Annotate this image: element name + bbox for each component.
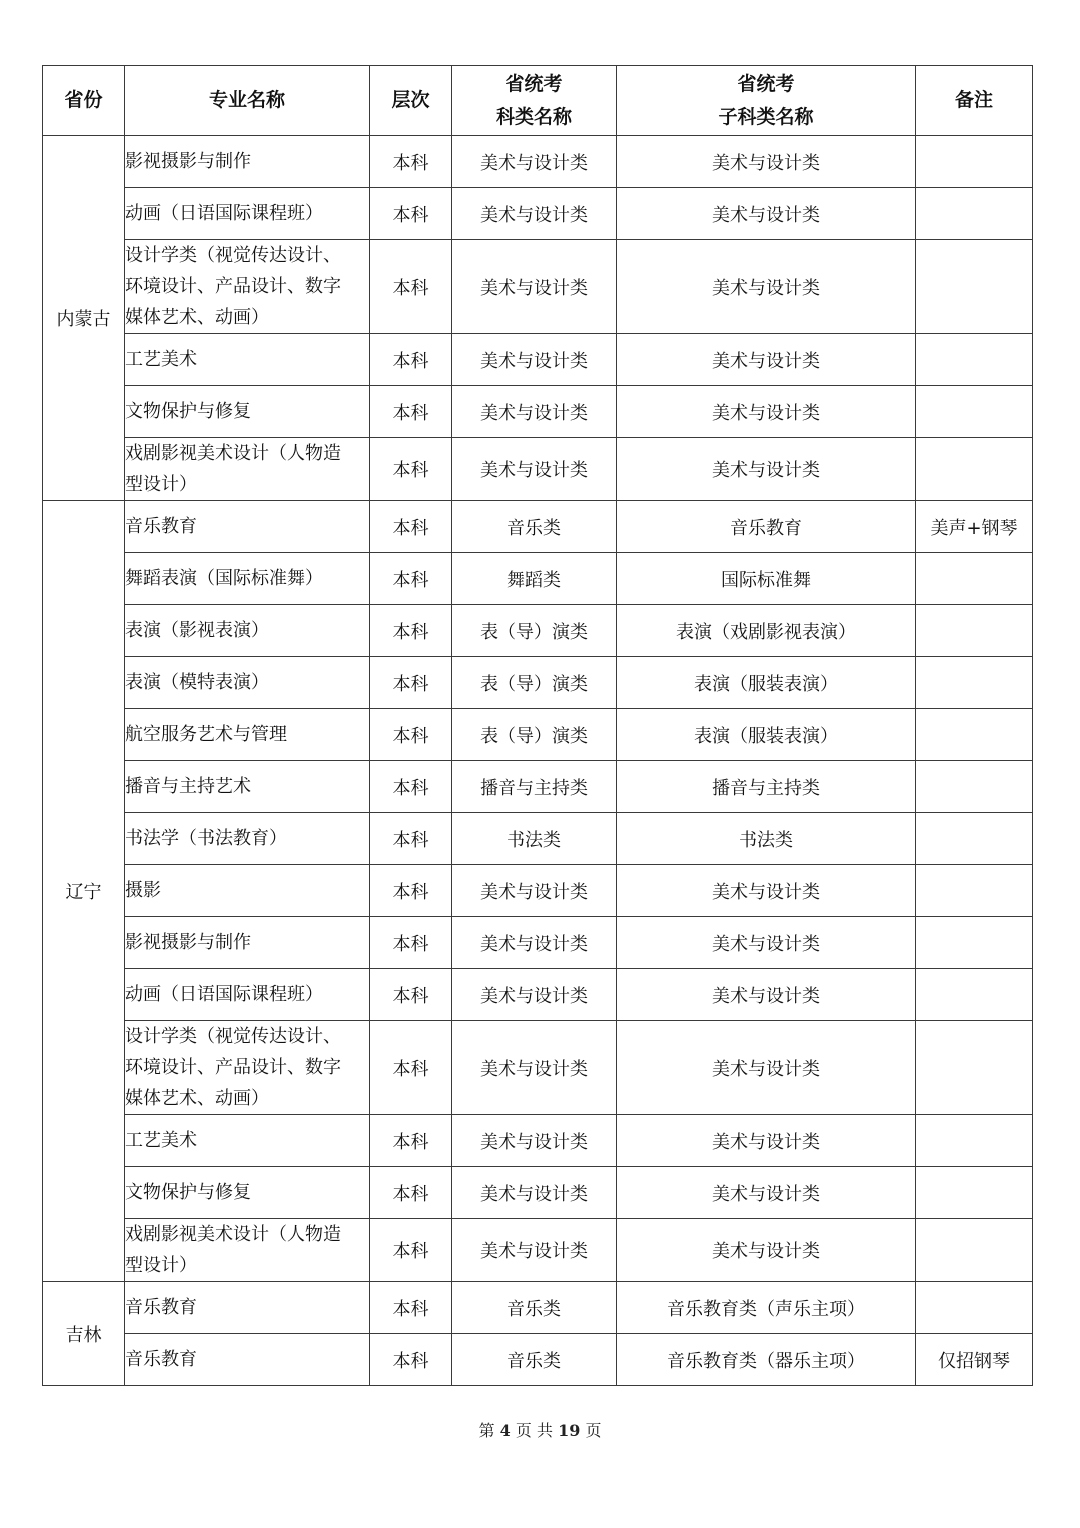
major-name-cell <box>125 969 370 1021</box>
subcategory-cell: 表演（服装表演） <box>617 709 916 761</box>
major-name-line: 工艺美术 <box>125 1130 197 1151</box>
footer-middle: 页 共 <box>515 1421 553 1440</box>
major-name-line: 摄影 <box>125 880 161 901</box>
header-text: 专业名称 <box>208 89 285 111</box>
header-text: 层次 <box>391 89 430 111</box>
table-row <box>43 969 1033 1021</box>
table-row <box>43 605 1033 657</box>
level-cell: 本科 <box>370 188 452 240</box>
admission-table <box>42 65 1033 1386</box>
major-name-line: 音乐教育 <box>125 1349 197 1370</box>
category-cell: 美术与设计类 <box>452 917 617 969</box>
major-name-line: 媒体艺术、动画） <box>125 307 269 328</box>
major-name-cell <box>125 865 370 917</box>
table-row <box>43 657 1033 709</box>
table-row <box>43 865 1033 917</box>
level-cell: 本科 <box>370 605 452 657</box>
subcategory-cell: 美术与设计类 <box>617 1115 916 1167</box>
header-cell <box>125 66 370 136</box>
table-row <box>43 1282 1033 1334</box>
subcategory-cell: 美术与设计类 <box>617 136 916 188</box>
note-cell <box>916 917 1033 969</box>
table-row <box>43 709 1033 761</box>
major-name-line: 环境设计、产品设计、数字 <box>125 276 341 297</box>
note-cell <box>916 1282 1033 1334</box>
footer-prefix: 第 <box>478 1421 495 1440</box>
note-cell <box>916 657 1033 709</box>
note-cell <box>916 334 1033 386</box>
table-row <box>43 1334 1033 1386</box>
major-name-line: 戏剧影视美术设计（人物造 <box>125 1224 341 1245</box>
category-cell: 表（导）演类 <box>452 709 617 761</box>
major-name-cell <box>125 501 370 553</box>
category-cell: 音乐类 <box>452 501 617 553</box>
category-cell: 舞蹈类 <box>452 553 617 605</box>
category-cell: 美术与设计类 <box>452 438 617 501</box>
header-cell <box>43 66 125 136</box>
category-cell: 美术与设计类 <box>452 969 617 1021</box>
major-name-line: 表演（影视表演） <box>125 620 269 641</box>
footer-page-number: 4 <box>499 1421 511 1440</box>
major-name-cell <box>125 1115 370 1167</box>
table-row <box>43 501 1033 553</box>
level-cell: 本科 <box>370 657 452 709</box>
major-name-cell <box>125 1334 370 1386</box>
table-row <box>43 1021 1033 1115</box>
level-cell: 本科 <box>370 136 452 188</box>
note-cell <box>916 1167 1033 1219</box>
note-cell <box>916 1115 1033 1167</box>
subcategory-cell: 美术与设计类 <box>617 1219 916 1282</box>
subcategory-cell: 音乐教育类（器乐主项） <box>617 1334 916 1386</box>
subcategory-cell: 美术与设计类 <box>617 865 916 917</box>
note-cell <box>916 1021 1033 1115</box>
category-cell: 音乐类 <box>452 1282 617 1334</box>
major-name-line: 舞蹈表演（国际标准舞） <box>125 568 323 589</box>
major-name-line: 文物保护与修复 <box>125 401 251 422</box>
major-name-cell <box>125 136 370 188</box>
note-cell <box>916 438 1033 501</box>
category-cell: 美术与设计类 <box>452 386 617 438</box>
subcategory-cell: 表演（服装表演） <box>617 657 916 709</box>
header-text: 子科类名称 <box>718 105 814 128</box>
level-cell: 本科 <box>370 1115 452 1167</box>
subcategory-cell: 美术与设计类 <box>617 1167 916 1219</box>
header-text: 备注 <box>954 89 993 111</box>
category-cell: 播音与主持类 <box>452 761 617 813</box>
category-cell: 美术与设计类 <box>452 240 617 334</box>
note-cell <box>916 1219 1033 1282</box>
subcategory-cell: 美术与设计类 <box>617 438 916 501</box>
level-cell: 本科 <box>370 240 452 334</box>
province-cell: 辽宁 <box>43 501 125 1282</box>
major-name-line: 环境设计、产品设计、数字 <box>125 1057 341 1078</box>
category-cell: 音乐类 <box>452 1334 617 1386</box>
table-row <box>43 438 1033 501</box>
category-cell: 表（导）演类 <box>452 657 617 709</box>
major-name-cell <box>125 709 370 761</box>
note-cell <box>916 761 1033 813</box>
subcategory-cell: 美术与设计类 <box>617 334 916 386</box>
major-name-line: 型设计） <box>125 474 197 495</box>
header-cell <box>916 66 1033 136</box>
header-cell <box>370 66 452 136</box>
major-name-cell <box>125 240 370 334</box>
subcategory-cell: 美术与设计类 <box>617 969 916 1021</box>
level-cell: 本科 <box>370 865 452 917</box>
major-name-cell <box>125 1021 370 1115</box>
major-name-line: 音乐教育 <box>125 516 197 537</box>
major-name-line: 设计学类（视觉传达设计、 <box>125 245 341 266</box>
level-cell: 本科 <box>370 1219 452 1282</box>
category-cell: 美术与设计类 <box>452 1115 617 1167</box>
subcategory-cell: 美术与设计类 <box>617 1021 916 1115</box>
major-name-line: 型设计） <box>125 1255 197 1276</box>
category-cell: 美术与设计类 <box>452 1219 617 1282</box>
major-name-cell <box>125 334 370 386</box>
note-cell <box>916 136 1033 188</box>
subcategory-cell: 美术与设计类 <box>617 240 916 334</box>
major-name-line: 媒体艺术、动画） <box>125 1088 269 1109</box>
table-row <box>43 1219 1033 1282</box>
header-cell <box>452 66 617 136</box>
category-cell: 美术与设计类 <box>452 1167 617 1219</box>
table-row <box>43 813 1033 865</box>
table-row <box>43 917 1033 969</box>
category-cell: 美术与设计类 <box>452 188 617 240</box>
page-footer <box>0 1418 1080 1441</box>
major-name-cell <box>125 1282 370 1334</box>
level-cell: 本科 <box>370 386 452 438</box>
table-row <box>43 1115 1033 1167</box>
note-cell <box>916 605 1033 657</box>
table-row <box>43 553 1033 605</box>
level-cell: 本科 <box>370 334 452 386</box>
table-row <box>43 1167 1033 1219</box>
category-cell: 美术与设计类 <box>452 865 617 917</box>
level-cell: 本科 <box>370 1167 452 1219</box>
category-cell: 书法类 <box>452 813 617 865</box>
major-name-line: 航空服务艺术与管理 <box>125 724 287 745</box>
level-cell: 本科 <box>370 813 452 865</box>
major-name-line: 设计学类（视觉传达设计、 <box>125 1026 341 1047</box>
major-name-cell <box>125 605 370 657</box>
footer-total-pages: 19 <box>558 1421 581 1440</box>
note-cell: 仅招钢琴 <box>916 1334 1033 1386</box>
header-text: 科类名称 <box>495 105 572 128</box>
major-name-line: 播音与主持艺术 <box>125 776 251 797</box>
level-cell: 本科 <box>370 761 452 813</box>
subcategory-cell: 美术与设计类 <box>617 386 916 438</box>
level-cell: 本科 <box>370 917 452 969</box>
footer-suffix: 页 <box>585 1421 602 1440</box>
note-cell: 美声+钢琴 <box>916 501 1033 553</box>
major-name-cell <box>125 1219 370 1282</box>
level-cell: 本科 <box>370 969 452 1021</box>
note-cell <box>916 386 1033 438</box>
level-cell: 本科 <box>370 1282 452 1334</box>
subcategory-cell: 美术与设计类 <box>617 917 916 969</box>
major-name-line: 书法学（书法教育） <box>125 828 287 849</box>
category-cell: 表（导）演类 <box>452 605 617 657</box>
level-cell: 本科 <box>370 438 452 501</box>
table-row <box>43 334 1033 386</box>
major-name-cell <box>125 553 370 605</box>
note-cell <box>916 813 1033 865</box>
table-row <box>43 386 1033 438</box>
major-name-cell <box>125 813 370 865</box>
table-row <box>43 136 1033 188</box>
major-name-line: 影视摄影与制作 <box>125 932 251 953</box>
level-cell: 本科 <box>370 553 452 605</box>
major-name-line: 戏剧影视美术设计（人物造 <box>125 443 341 464</box>
major-name-line: 表演（模特表演） <box>125 672 269 693</box>
note-cell <box>916 865 1033 917</box>
note-cell <box>916 969 1033 1021</box>
subcategory-cell: 音乐教育类（声乐主项） <box>617 1282 916 1334</box>
major-name-line: 音乐教育 <box>125 1297 197 1318</box>
header-text: 省统考 <box>737 72 795 95</box>
subcategory-cell: 美术与设计类 <box>617 188 916 240</box>
province-cell: 内蒙古 <box>43 136 125 501</box>
note-cell <box>916 240 1033 334</box>
table-row <box>43 761 1033 813</box>
subcategory-cell: 播音与主持类 <box>617 761 916 813</box>
level-cell: 本科 <box>370 1021 452 1115</box>
subcategory-cell: 国际标准舞 <box>617 553 916 605</box>
header-row <box>43 66 1033 136</box>
major-name-line: 动画（日语国际课程班） <box>125 984 323 1005</box>
major-name-line: 工艺美术 <box>125 349 197 370</box>
level-cell: 本科 <box>370 1334 452 1386</box>
category-cell: 美术与设计类 <box>452 334 617 386</box>
major-name-line: 动画（日语国际课程班） <box>125 203 323 224</box>
major-name-cell <box>125 761 370 813</box>
subcategory-cell: 表演（戏剧影视表演） <box>617 605 916 657</box>
table-row <box>43 240 1033 334</box>
major-name-line: 影视摄影与制作 <box>125 151 251 172</box>
major-name-line: 文物保护与修复 <box>125 1182 251 1203</box>
category-cell: 美术与设计类 <box>452 1021 617 1115</box>
header-text: 省份 <box>64 89 103 111</box>
header-cell <box>617 66 916 136</box>
major-name-cell <box>125 657 370 709</box>
note-cell <box>916 553 1033 605</box>
table-body <box>43 136 1033 1386</box>
major-name-cell <box>125 188 370 240</box>
major-name-cell <box>125 438 370 501</box>
subcategory-cell: 书法类 <box>617 813 916 865</box>
table-row <box>43 188 1033 240</box>
level-cell: 本科 <box>370 501 452 553</box>
header-text: 省统考 <box>505 72 563 95</box>
note-cell <box>916 709 1033 761</box>
subcategory-cell: 音乐教育 <box>617 501 916 553</box>
category-cell: 美术与设计类 <box>452 136 617 188</box>
major-name-cell <box>125 1167 370 1219</box>
level-cell: 本科 <box>370 709 452 761</box>
major-name-cell <box>125 386 370 438</box>
province-cell: 吉林 <box>43 1282 125 1386</box>
note-cell <box>916 188 1033 240</box>
major-name-cell <box>125 917 370 969</box>
